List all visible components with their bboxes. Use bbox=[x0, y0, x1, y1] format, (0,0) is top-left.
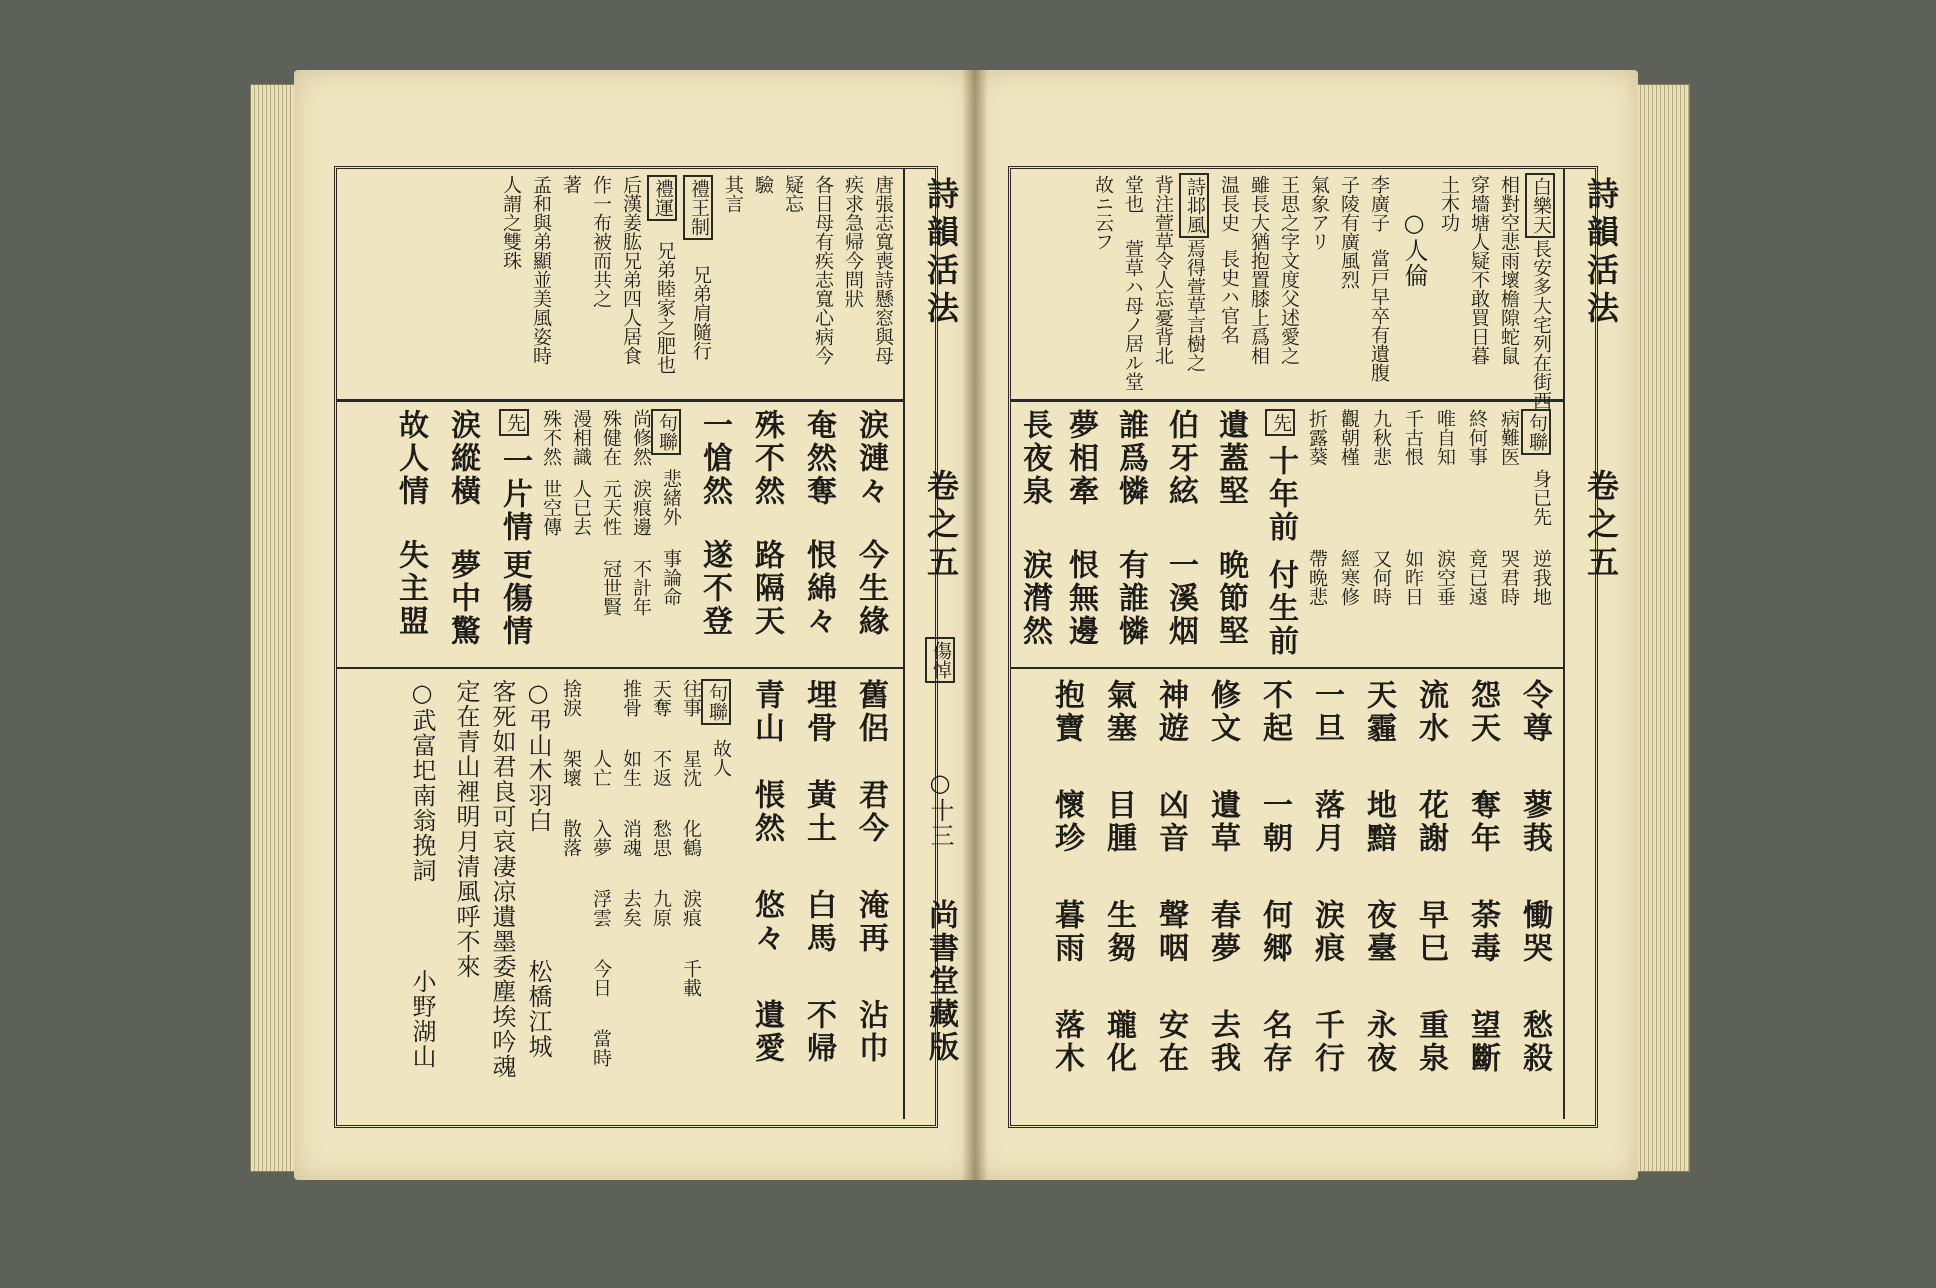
right-bottom-word: 蓼莪 bbox=[1517, 789, 1552, 855]
left-top-col: 作一布被而共之 bbox=[590, 175, 612, 308]
right-bottom-word: 重泉 bbox=[1413, 1009, 1448, 1075]
left-bottom-word: 埋骨 bbox=[801, 679, 836, 745]
right-page-stack bbox=[1632, 84, 1690, 1172]
left-bottom-word: 青山 bbox=[749, 679, 784, 745]
right-top-col: 背注萱草令人忘憂背北 bbox=[1152, 175, 1174, 365]
right-mid-phrase-small: 涙空垂 bbox=[1434, 549, 1456, 606]
right-bottom-word: 荼毒 bbox=[1465, 899, 1500, 965]
right-mid-phrase: 十年前 bbox=[1263, 445, 1298, 544]
book-gutter bbox=[962, 70, 988, 1180]
left-mid-phrase-small: 悲緒外 bbox=[660, 469, 682, 526]
left-bottom-word: 悠々 bbox=[749, 889, 784, 955]
left-mid-phrase-small: 事論命 bbox=[660, 549, 682, 606]
left-mid-phrase-small: 人已去 bbox=[570, 479, 592, 536]
left-bottom-word-small: 不返 bbox=[650, 749, 672, 787]
right-mid-phrase-small: 經寒修 bbox=[1338, 549, 1360, 606]
right-bottom-word: 抱寶 bbox=[1049, 679, 1084, 745]
left-top-col: 唐張志寬喪詩懸窓與母 bbox=[872, 175, 894, 365]
left-volume-label: 卷之五 bbox=[922, 469, 960, 583]
right-mid-phrase: 恨無邊 bbox=[1063, 549, 1098, 648]
left-bottom-word: 舊侶 bbox=[853, 679, 888, 745]
left-top-source-label: 禮運 bbox=[647, 175, 677, 221]
right-bottom-word: 神遊 bbox=[1153, 679, 1188, 745]
right-mid-couplet-label: 句聯 bbox=[1521, 409, 1551, 455]
left-bottom-word: 白馬 bbox=[801, 889, 836, 955]
right-bottom-word: 去我 bbox=[1205, 1009, 1240, 1075]
right-bottom-word: 怨天 bbox=[1465, 679, 1500, 745]
right-mid-phrase: 一溪烟 bbox=[1163, 549, 1198, 648]
right-bottom-word: 千行 bbox=[1309, 1009, 1344, 1075]
left-bottom-word-small: 捨淚 bbox=[560, 679, 582, 717]
right-running-title: 詩韻活法 bbox=[1582, 177, 1620, 329]
left-mid-phrase: 奄然奪 bbox=[801, 409, 836, 508]
left-mid-phrase: 涙縱橫 bbox=[445, 409, 480, 508]
right-bottom-word: 地黯 bbox=[1361, 789, 1396, 855]
left-bottom-word: 遺愛 bbox=[749, 999, 784, 1065]
left-bottom-word-small: 去矣 bbox=[620, 889, 642, 927]
right-mid-phrase: 有誰憐 bbox=[1113, 549, 1148, 648]
right-top-col: 穿墻塘人疑不敢買日暮 bbox=[1468, 175, 1490, 365]
right-bottom-word: 凶音 bbox=[1153, 789, 1188, 855]
left-bottom-word: 悵然 bbox=[749, 779, 784, 845]
left-top-col: 驗 bbox=[752, 175, 774, 194]
right-top-source-label: 詩邶風 bbox=[1179, 173, 1209, 238]
left-bottom-word: 黃土 bbox=[801, 779, 836, 845]
right-mid-phrase-small: 折露葵 bbox=[1306, 409, 1328, 466]
left-bottom-couplet-label: 句聯 bbox=[701, 679, 731, 725]
right-bottom-word: 慟哭 bbox=[1517, 899, 1552, 965]
left-bottom-word-small: 愁思 bbox=[650, 819, 672, 857]
open-book bbox=[250, 70, 1690, 1210]
left-bottom-word-small: 九原 bbox=[650, 889, 672, 927]
right-bottom-word: 遺草 bbox=[1205, 789, 1240, 855]
right-mid-phrase-small: 觀朝槿 bbox=[1338, 409, 1360, 466]
left-mid-phrase: 夢中驚 bbox=[445, 549, 480, 648]
right-upper-register-rule bbox=[1011, 399, 1565, 402]
left-top-col: 其言 bbox=[722, 175, 744, 213]
left-top-col: 人謂之雙珠 bbox=[500, 175, 522, 270]
right-bottom-word: 奪年 bbox=[1465, 789, 1500, 855]
right-bottom-word: 名存 bbox=[1257, 1009, 1292, 1075]
left-bottom-word-small: 故人 bbox=[710, 739, 732, 777]
right-running-title-rule bbox=[1563, 169, 1565, 1119]
right-bottom-word: 瓏化 bbox=[1101, 1009, 1136, 1075]
left-mid-phrase-small: 尚修然 bbox=[630, 409, 652, 466]
right-mid-phrase: 涙潸然 bbox=[1017, 549, 1052, 648]
left-mid-rhyme-label: 先 bbox=[499, 409, 529, 436]
right-bottom-word: 春夢 bbox=[1205, 899, 1240, 965]
right-top-col: 故ニ云フ bbox=[1092, 175, 1114, 251]
left-top-col: 兄弟肩隨行 bbox=[690, 265, 712, 360]
right-bottom-word: 望斷 bbox=[1465, 1009, 1500, 1075]
right-top-col: 長史ハ官名 bbox=[1218, 249, 1240, 344]
left-mid-phrase-small: 冠世賢 bbox=[600, 559, 622, 616]
right-top-col: 萱草ハ母ノ居ル堂 bbox=[1122, 239, 1144, 391]
right-top-col: 子陵有廣風烈 bbox=[1338, 175, 1360, 289]
left-lower-register-rule bbox=[337, 667, 905, 669]
right-page bbox=[974, 70, 1638, 1180]
right-top-col: 長安多大宅列在街西 bbox=[1530, 239, 1552, 410]
left-bottom-word: 君今 bbox=[853, 779, 888, 845]
left-mid-phrase-small: 世空傳 bbox=[540, 479, 562, 536]
right-mid-phrase: 付生前 bbox=[1263, 559, 1298, 658]
left-top-col: 疑忘 bbox=[782, 175, 804, 213]
left-mid-phrase-small: 漫相識 bbox=[570, 409, 592, 466]
right-top-col: 焉得萱草言樹之 bbox=[1184, 239, 1206, 372]
right-bottom-word: 氣塞 bbox=[1101, 679, 1136, 745]
left-mid-phrase-small: 涙痕邊 bbox=[630, 479, 652, 536]
left-page-frame bbox=[334, 166, 960, 1128]
right-mid-phrase-small: 竟已遠 bbox=[1466, 549, 1488, 606]
right-mid-phrase: 夢相牽 bbox=[1063, 409, 1098, 508]
right-bottom-word: 落月 bbox=[1309, 789, 1344, 855]
right-mid-phrase: 誰爲憐 bbox=[1113, 409, 1148, 508]
left-mid-couplet-label: 句聯 bbox=[651, 409, 681, 455]
right-top-source-label: 白樂天 bbox=[1525, 173, 1555, 238]
right-bottom-word: 令尊 bbox=[1517, 679, 1552, 745]
right-bottom-word: 一朝 bbox=[1257, 789, 1292, 855]
right-bottom-word: 目腫 bbox=[1101, 789, 1136, 855]
left-mid-phrase: 失主盟 bbox=[393, 539, 428, 638]
left-top-col: 后漢姜肱兄弟四人居食 bbox=[620, 175, 642, 365]
right-mid-phrase-small: 病難医 bbox=[1498, 409, 1520, 466]
left-poem-line: 定在青山裡明月清風呼不來 bbox=[452, 679, 480, 979]
left-bottom-word-small: 天奪 bbox=[650, 679, 672, 717]
left-mid-phrase-small: 殊不然 bbox=[540, 409, 562, 466]
right-mid-phrase-small: 唯自知 bbox=[1434, 409, 1456, 466]
right-top-col: 李廣子 bbox=[1368, 175, 1390, 232]
left-page bbox=[294, 70, 974, 1180]
right-top-col: 土木功 bbox=[1438, 175, 1460, 232]
right-bottom-word: 懷珍 bbox=[1049, 789, 1084, 855]
left-mid-phrase: 遂不登 bbox=[697, 539, 732, 638]
left-mid-phrase: 更傷情 bbox=[497, 549, 532, 648]
right-top-col: 相對空悲雨壞檐隙蛇鼠 bbox=[1498, 175, 1520, 365]
right-mid-phrase-small: 又何時 bbox=[1370, 549, 1392, 606]
left-mid-phrase: 恨綿々 bbox=[801, 539, 836, 638]
left-bottom-word-small: 推骨 bbox=[620, 679, 642, 717]
right-top-col: 雖長大猶抱置膝上爲相 bbox=[1248, 175, 1270, 365]
right-top-col: 温長史 bbox=[1218, 175, 1240, 232]
left-top-col: 疾求急帰今問狀 bbox=[842, 175, 864, 308]
left-top-col: 孟和與弟顯並美風姿時 bbox=[530, 175, 552, 365]
left-mid-phrase: 涙漣々 bbox=[853, 409, 888, 508]
left-bottom-word-small: 如生 bbox=[620, 749, 642, 787]
right-bottom-word: 生芻 bbox=[1101, 899, 1136, 965]
left-upper-register-rule bbox=[337, 399, 905, 402]
left-running-title: 詩韻活法 bbox=[922, 177, 960, 329]
right-mid-phrase-small: 逆我地 bbox=[1530, 549, 1552, 606]
left-bottom-word-small: 星沈 bbox=[680, 749, 702, 787]
right-bottom-word: 聲咽 bbox=[1153, 899, 1188, 965]
left-bottom-word-small: 涙痕 bbox=[680, 889, 702, 927]
left-bottom-word-small: 浮雲 bbox=[590, 889, 612, 927]
right-bottom-word: 修文 bbox=[1205, 679, 1240, 745]
left-bottom-word-small: 人亡 bbox=[590, 749, 612, 787]
right-mid-phrase-small: 千古恨 bbox=[1402, 409, 1424, 466]
right-mid-phrase: 伯牙絃 bbox=[1163, 409, 1198, 508]
right-top-col: 王思之字文度父述愛之 bbox=[1278, 175, 1300, 365]
right-top-col: 當戸早卒有遺腹 bbox=[1368, 249, 1390, 382]
right-bottom-word: 暮雨 bbox=[1049, 899, 1084, 965]
right-bottom-word: 流水 bbox=[1413, 679, 1448, 745]
right-mid-phrase-small: 終何事 bbox=[1466, 409, 1488, 466]
right-mid-phrase-small: 九秋悲 bbox=[1370, 409, 1392, 466]
left-poem-heading: ○武富圯南翁挽詞 bbox=[408, 679, 436, 883]
left-mid-phrase: 故人情 bbox=[393, 409, 428, 508]
left-mid-phrase: 一愴然 bbox=[697, 409, 732, 508]
right-bottom-word: 落木 bbox=[1049, 1009, 1084, 1075]
left-bottom-word-small: 消魂 bbox=[620, 819, 642, 857]
left-top-col: 著 bbox=[560, 175, 582, 194]
left-poem-author: 小野湖山 bbox=[408, 969, 436, 1069]
left-bottom-word-small: 千載 bbox=[680, 959, 702, 997]
left-bottom-word-small: 散落 bbox=[560, 819, 582, 857]
right-mid-rhyme-label: 先 bbox=[1265, 409, 1295, 436]
left-poem-line: 客死如君良可哀凄凉遺墨委塵埃吟魂 bbox=[488, 679, 516, 1079]
left-publisher: 尚書堂藏版 bbox=[923, 899, 958, 1064]
left-bottom-word: 不帰 bbox=[801, 999, 836, 1065]
right-volume-label: 卷之五 bbox=[1582, 469, 1620, 583]
right-mid-phrase-small: 身已先 bbox=[1530, 469, 1552, 526]
right-top-col: 堂也 bbox=[1122, 175, 1144, 213]
right-top-section-heading: ○人倫 bbox=[1400, 209, 1428, 288]
right-mid-phrase: 晩節堅 bbox=[1213, 549, 1248, 648]
right-page-frame bbox=[1008, 166, 1620, 1128]
left-mid-phrase: 路隔天 bbox=[749, 539, 784, 638]
right-bottom-word: 花謝 bbox=[1413, 789, 1448, 855]
left-bottom-word-small: 當時 bbox=[590, 1029, 612, 1067]
right-bottom-word: 涙痕 bbox=[1309, 899, 1344, 965]
left-bottom-word-small: 入夢 bbox=[590, 819, 612, 857]
right-bottom-word: 一旦 bbox=[1309, 679, 1344, 745]
right-mid-phrase: 遺蓋堅 bbox=[1213, 409, 1248, 508]
right-mid-phrase-small: 哭君時 bbox=[1498, 549, 1520, 606]
left-top-col: 各日母有疾志寬心病今 bbox=[812, 175, 834, 365]
left-bottom-word-small: 往事 bbox=[680, 679, 702, 717]
left-bottom-word: 淹再 bbox=[853, 889, 888, 955]
right-bottom-word: 安在 bbox=[1153, 1009, 1188, 1075]
right-top-col: 氣象アリ bbox=[1308, 175, 1330, 251]
right-mid-phrase-small: 如昨日 bbox=[1402, 549, 1424, 606]
left-poem-heading: ○弔山木羽白 bbox=[524, 679, 552, 833]
left-folio: ○十三 bbox=[926, 769, 954, 848]
left-top-col: 兄弟睦家之肥也 bbox=[654, 241, 676, 374]
left-mid-phrase-small: 不計年 bbox=[630, 559, 652, 616]
right-mid-phrase: 長夜泉 bbox=[1017, 409, 1052, 508]
right-bottom-word: 夜臺 bbox=[1361, 899, 1396, 965]
right-mid-phrase-small: 帶晩悲 bbox=[1306, 549, 1328, 606]
left-mid-phrase-small: 元天性 bbox=[600, 479, 622, 536]
right-bottom-word: 何郷 bbox=[1257, 899, 1292, 965]
right-lower-register-rule bbox=[1011, 667, 1565, 669]
right-bottom-word: 早巳 bbox=[1413, 899, 1448, 965]
left-running-title-rule bbox=[903, 169, 905, 1119]
left-mid-phrase-small: 殊健在 bbox=[600, 409, 622, 466]
right-bottom-word: 永夜 bbox=[1361, 1009, 1396, 1075]
left-poem-author: 松橋江城 bbox=[524, 959, 552, 1059]
left-bottom-word-small: 今日 bbox=[590, 959, 612, 997]
left-bottom-word: 沾巾 bbox=[853, 999, 888, 1065]
left-top-source-label: 禮王制 bbox=[683, 175, 713, 240]
right-bottom-word: 不起 bbox=[1257, 679, 1292, 745]
left-mid-phrase: 殊不然 bbox=[749, 409, 784, 508]
right-bottom-word: 天霾 bbox=[1361, 679, 1396, 745]
left-bottom-word-small: 架壞 bbox=[560, 749, 582, 787]
right-bottom-word: 愁殺 bbox=[1517, 1009, 1552, 1075]
left-bottom-word-small: 化鶴 bbox=[680, 819, 702, 857]
left-mid-phrase: 一片情 bbox=[497, 445, 532, 544]
left-mid-phrase: 今生緣 bbox=[853, 539, 888, 638]
left-section-label: 傷悼 bbox=[925, 637, 955, 683]
